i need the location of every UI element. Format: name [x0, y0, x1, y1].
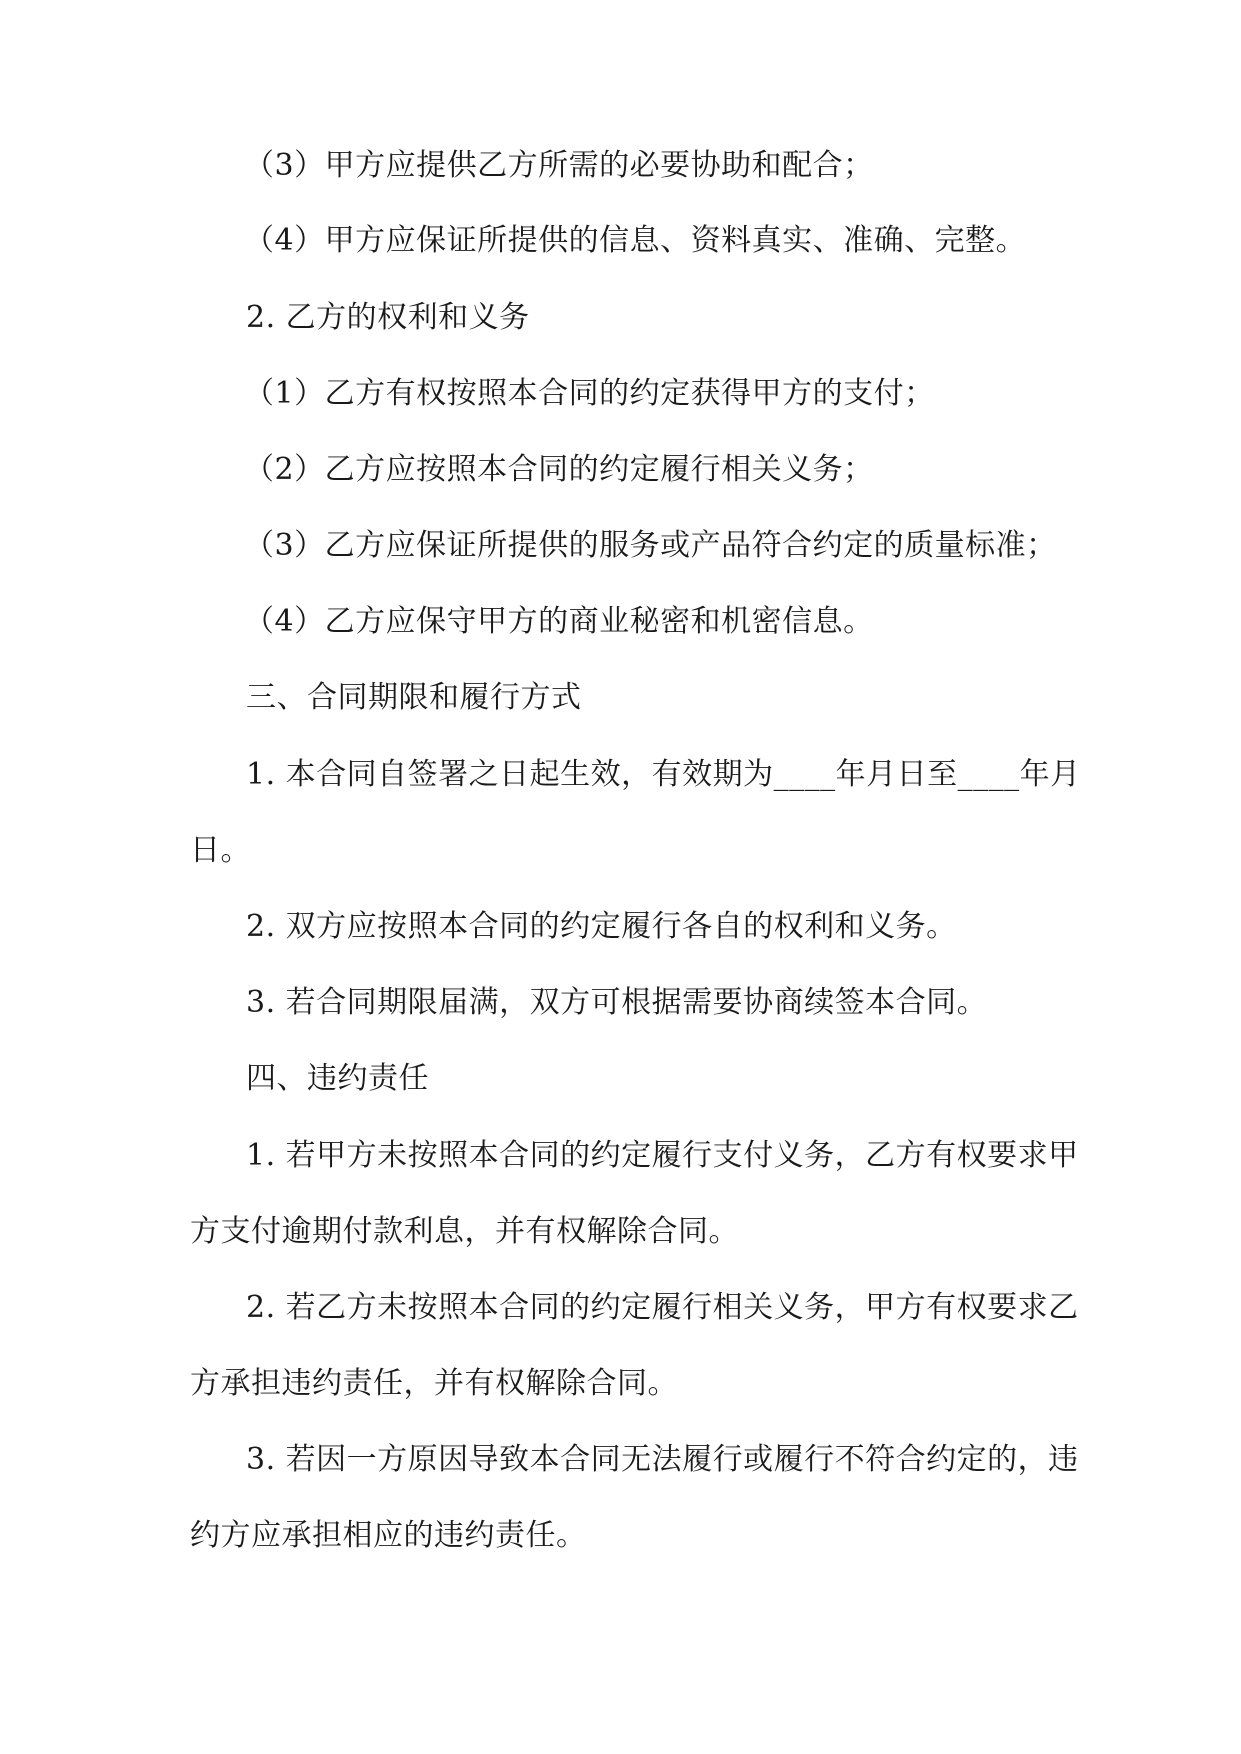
term-clause-1-cont: 日。 — [190, 833, 251, 868]
clause-b-2: （2）乙方应按照本合同的约定履行相关义务； — [244, 452, 874, 487]
clause-a-4: （4）甲方应保证所提供的信息、资料真实、准确、完整。 — [244, 223, 1027, 258]
liability-clause-1: 1. 若甲方未按照本合同的约定履行支付义务，乙方有权要求甲 — [246, 1138, 1079, 1173]
liability-clause-2-cont: 方承担违约责任，并有权解除合同。 — [190, 1366, 678, 1401]
clause-b-4: （4）乙方应保守甲方的商业秘密和机密信息。 — [244, 604, 874, 639]
section-three-heading: 三、合同期限和履行方式 — [246, 680, 582, 715]
term-clause-3: 3. 若合同期限届满，双方可根据需要协商续签本合同。 — [246, 985, 988, 1020]
term-clause-2: 2. 双方应按照本合同的约定履行各自的权利和义务。 — [246, 909, 957, 944]
heading-party-b-rights: 2. 乙方的权利和义务 — [246, 300, 530, 335]
clause-b-3: （3）乙方应保证所提供的服务或产品符合约定的质量标准； — [244, 528, 1057, 563]
liability-clause-3-cont: 约方应承担相应的违约责任。 — [190, 1518, 587, 1553]
liability-clause-1-cont: 方支付逾期付款利息，并有权解除合同。 — [190, 1214, 739, 1249]
liability-clause-3: 3. 若因一方原因导致本合同无法履行或履行不符合约定的，违 — [246, 1442, 1079, 1477]
clause-a-3: （3）甲方应提供乙方所需的必要协助和配合； — [244, 148, 874, 183]
liability-clause-2: 2. 若乙方未按照本合同的约定履行相关义务，甲方有权要求乙 — [246, 1290, 1079, 1325]
section-four-heading: 四、违约责任 — [246, 1061, 429, 1096]
clause-b-1: （1）乙方有权按照本合同的约定获得甲方的支付； — [244, 376, 935, 411]
term-clause-1: 1. 本合同自签署之日起生效，有效期为____年月日至____年月 — [246, 757, 1081, 792]
